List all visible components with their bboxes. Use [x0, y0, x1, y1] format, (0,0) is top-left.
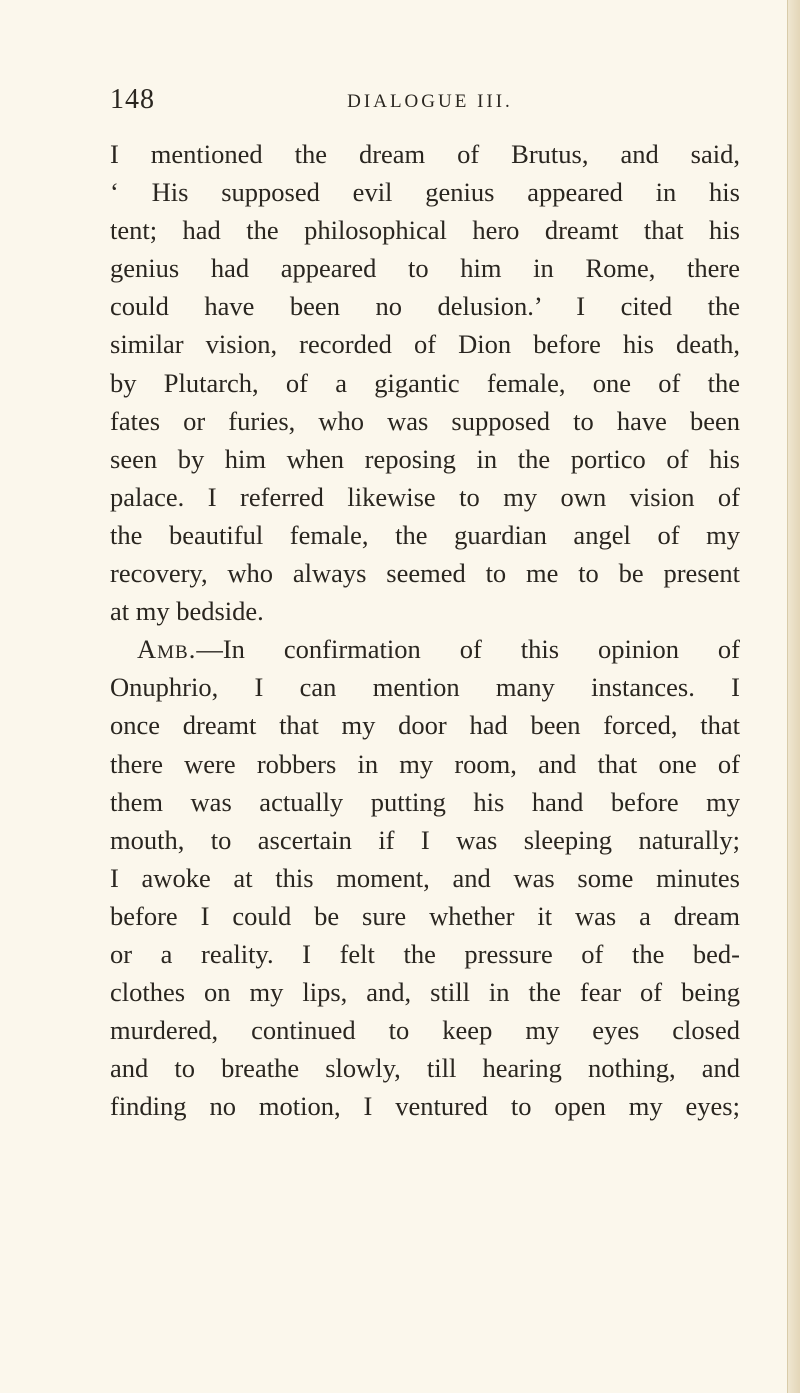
text-line: I awoke at this moment, and was some minutes	[110, 862, 740, 893]
text-line: palace. I referred likewise to my own vision of	[110, 481, 740, 512]
text-line: before I could be sure whether it was a dream	[110, 900, 740, 931]
text-line: seen by him when reposing in the portico of his	[110, 443, 740, 474]
text-line: or a reality. I felt the pressure of the bed-	[110, 938, 740, 969]
text-line: them was actually putting his hand before my	[110, 786, 740, 817]
paragraph-2	[110, 630, 740, 1125]
text-line: and to breathe slowly, till hearing nothing, and	[110, 1053, 740, 1084]
text-line: tent; had the philosophical hero dreamt that his	[110, 215, 740, 246]
text-line: recovery, who always seemed to me to be present	[110, 558, 740, 589]
body-text	[110, 135, 740, 1125]
text-line: murdered, continued to keep my eyes closed	[110, 1015, 740, 1046]
text-line: genius had appeared to him in Rome, there	[110, 253, 740, 284]
running-head	[110, 80, 750, 120]
text-line: Onuphrio, I can mention many instances. I	[110, 672, 740, 703]
page-edge	[788, 0, 800, 1393]
speaker-name: Amb.	[137, 634, 197, 665]
text-line: fates or furies, who was supposed to have been	[110, 405, 740, 436]
text-line: the beautiful female, the guardian angel of my	[110, 519, 740, 550]
text-line: I mentioned the dream of Brutus, and said,	[110, 139, 740, 169]
text-line: ‘ His supposed evil genius appeared in his	[110, 177, 740, 208]
text-line: could have been no delusion.’ I cited the	[110, 291, 740, 322]
paragraph-1	[110, 135, 740, 630]
text-line: clothes on my lips, and, still in the fear of being	[110, 977, 740, 1008]
text-line: finding no motion, I ventured to open my eyes;	[110, 1091, 740, 1122]
page-number: 148	[110, 84, 155, 115]
text-line: by Plutarch, of a gigantic female, one of the	[110, 367, 740, 398]
text-line: mouth, to ascertain if I was sleeping naturally;	[110, 824, 740, 855]
speaker-line-text: —In confirmation of this opinion of	[196, 634, 740, 665]
speaker-line	[110, 630, 740, 668]
text-line: at my bedside.	[110, 596, 264, 627]
text-line: similar vision, recorded of Dion before his death,	[110, 329, 740, 360]
text-line: there were robbers in my room, and that one of	[110, 748, 740, 779]
text-line: once dreamt that my door had been forced, that	[110, 710, 740, 741]
running-title: DIALOGUE III.	[347, 91, 513, 112]
